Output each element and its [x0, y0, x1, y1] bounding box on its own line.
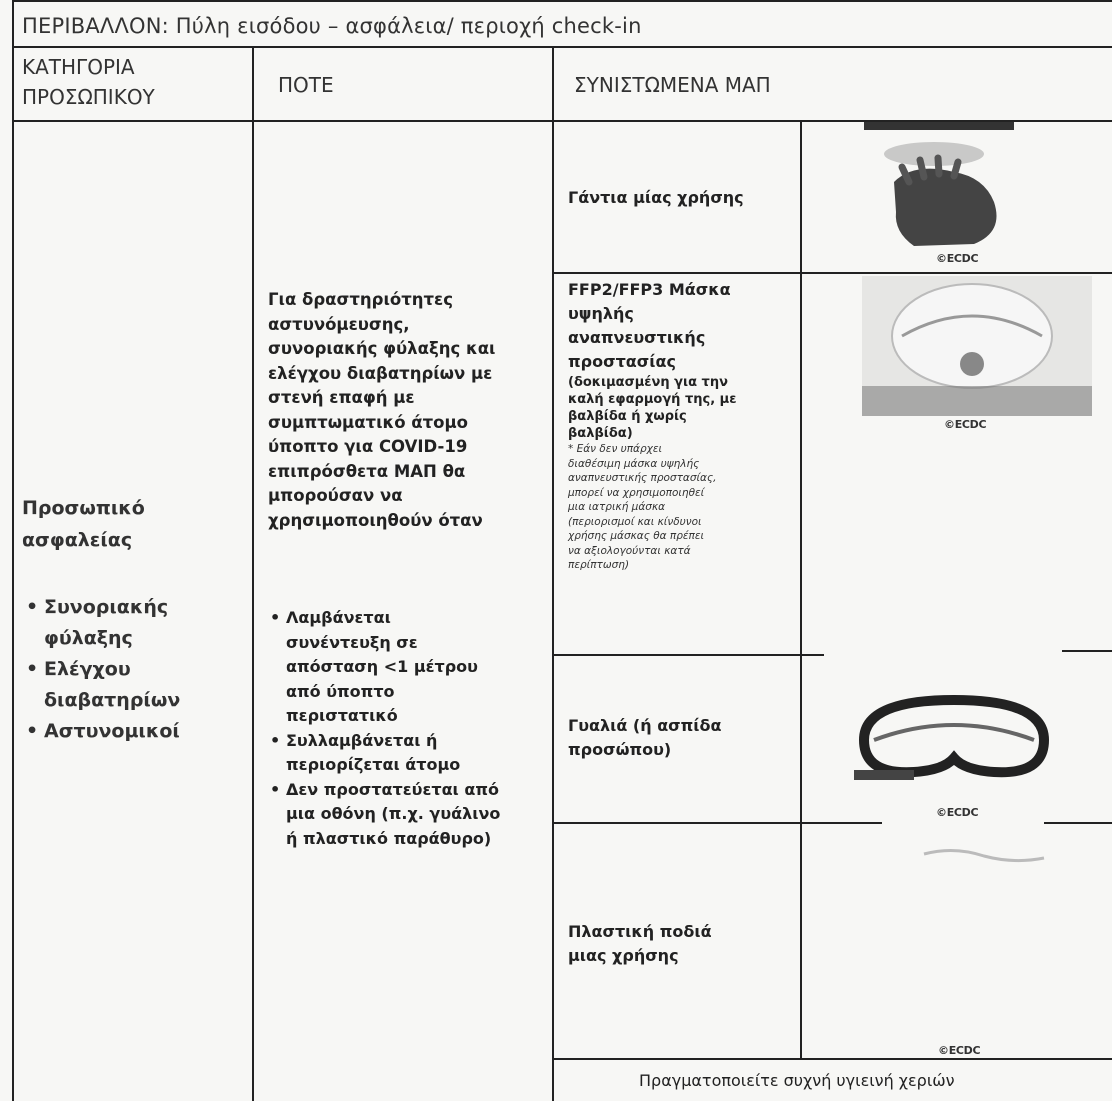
personnel-item-border — [22, 592, 180, 654]
ppe-mask-footnote-line: (περιορισμοί και κίνδυνοι — [568, 515, 702, 528]
goggles-image — [844, 680, 1074, 800]
ppe-mask — [568, 278, 798, 573]
ppe-mask-footnote-line: να αξιολογούνται κατά — [568, 544, 691, 557]
condition-interview — [268, 606, 558, 729]
mask-copyright: ©ECDC — [944, 418, 987, 431]
ppe-mask-footnote-line: περίπτωση) — [568, 559, 630, 571]
ppe-goggles — [568, 714, 722, 762]
mask-image-valve — [960, 352, 984, 376]
personnel-item-passport-line2: διαβατηρίων — [44, 689, 181, 711]
personnel-category — [22, 492, 145, 556]
gloves-image-shadow — [884, 142, 984, 166]
column-divider-3 — [800, 120, 802, 1060]
when-intro-line: μπορούσαν να — [268, 486, 403, 505]
column-divider-1 — [252, 46, 254, 1101]
personnel-category-line1: Προσωπικό — [22, 497, 145, 519]
gloves-image — [834, 122, 1094, 270]
ppe-row-divider-3 — [552, 822, 882, 824]
apron-copyright: ©ECDC — [938, 1044, 981, 1057]
condition-line: • Δεν προστατεύεται από — [286, 779, 499, 799]
title-row-divider — [14, 46, 1112, 48]
ppe-mask-footnote-line: * Εάν δεν υπάρχει — [568, 443, 663, 455]
ppe-mask-footnote-line: χρήσης μάσκας θα πρέπει — [568, 530, 705, 542]
ppe-mask-note-line: (δοκιμασμένη για την — [568, 375, 728, 390]
condition-line: • Συλλαμβάνεται ή — [286, 730, 438, 750]
when-intro-line: συνοριακής φύλαξης και — [268, 339, 496, 358]
personnel-item-passport — [22, 654, 180, 716]
condition-line: περιορίζεται άτομο — [286, 755, 461, 774]
condition-line: μια οθόνη (π.χ. γυάλινο — [286, 804, 501, 823]
personnel-item-border-line1: • Συνοριακής — [44, 596, 169, 618]
when-conditions — [268, 606, 558, 851]
when-intro-line: στενή επαφή με — [268, 388, 415, 407]
apron-image-mark — [924, 850, 1044, 860]
ppe-mask-footnote-line: μια ιατρική μάσκα — [568, 501, 666, 513]
gloves-image-bar — [864, 122, 1014, 130]
ppe-mask-footnote-line: μπορεί να χρησιμοποιηθεί — [568, 486, 705, 499]
when-intro — [268, 288, 558, 533]
ppe-row-divider-1 — [552, 272, 1112, 274]
condition-line: • Λαμβάνεται — [286, 608, 391, 627]
condition-line: απόσταση <1 μέτρου — [286, 657, 478, 676]
ppe-mask-line: αναπνευστικής — [568, 328, 706, 347]
header-ppe: ΣΥΝΙΣΤΩΜΕΝΑ ΜΑΠ — [574, 73, 771, 97]
when-intro-line: Για δραστηριότητες — [268, 290, 453, 309]
personnel-item-police — [22, 716, 180, 747]
ppe-mask-line: FFP2/FFP3 Μάσκα — [568, 280, 731, 299]
when-intro-line: ύποπτο για COVID-19 — [268, 437, 468, 456]
hand-hygiene-note: Πραγματοποιείτε συχνή υγιεινή χεριών — [639, 1071, 955, 1090]
ppe-table — [12, 0, 1112, 1101]
when-intro-line: συμπτωματικό άτομο — [268, 412, 468, 432]
mask-image-base — [862, 386, 1092, 416]
condition-line: ή πλαστικό παράθυρο) — [286, 828, 492, 848]
goggles-image-strap — [854, 770, 914, 780]
condition-no-screen — [268, 778, 558, 852]
personnel-category-line2: ασφαλείας — [22, 529, 133, 551]
ppe-gloves: Γάντια μίας χρήσης — [568, 188, 744, 207]
ppe-row-divider-2 — [552, 654, 824, 656]
condition-line: από ύποπτο — [286, 681, 395, 701]
personnel-item-border-line2: φύλαξης — [44, 627, 133, 649]
when-intro-line: χρησιμοποιηθούν όταν — [268, 510, 483, 530]
apron-image — [914, 836, 1054, 876]
ppe-goggles-line2: προσώπου) — [568, 740, 672, 759]
ppe-mask-note-line: βαλβίδα) — [568, 426, 633, 441]
ppe-mask-note-line: βαλβίδα ή χωρίς — [568, 409, 687, 424]
ppe-apron-line1: Πλαστική ποδιά — [568, 922, 712, 941]
ppe-goggles-line1: Γυαλιά (ή ασπίδα — [568, 716, 722, 735]
header-when: ΠΟΤΕ — [278, 73, 334, 97]
header-category-line1: ΚΑΤΗΓΟΡΙΑ — [22, 55, 135, 79]
condition-line: συνέντευξη σε — [286, 632, 418, 652]
ppe-row-divider-4 — [552, 1058, 1112, 1060]
document-title: ΠΕΡΙΒΑΛΛΟΝ: Πύλη εισόδου – ασφάλεια/ περιοχή check-in — [22, 14, 642, 38]
ppe-mask-line: υψηλής — [568, 304, 634, 323]
condition-arrest — [268, 729, 558, 778]
condition-line: περιστατικό — [286, 706, 398, 725]
ppe-mask-line: προστασίας — [568, 352, 676, 371]
gloves-copyright: ©ECDC — [936, 252, 979, 265]
goggles-copyright: ©ECDC — [936, 806, 979, 819]
when-intro-line: επιπρόσθετα ΜΑΠ θα — [268, 461, 466, 481]
personnel-item-police-line1: • Αστυνομικοί — [44, 720, 180, 742]
ppe-apron-line2: μιας χρήσης — [568, 946, 679, 965]
ppe-mask-footnote-line: διαθέσιμη μάσκα υψηλής — [568, 457, 700, 470]
goggles-image-lens — [874, 725, 1034, 740]
ppe-mask-note-line: καλή εφαρμογή της, με — [568, 392, 737, 407]
when-intro-line: ελέγχου διαβατηρίων με — [268, 363, 493, 383]
ppe-row-divider-3b — [1044, 822, 1112, 824]
ppe-mask-footnote-line: αναπνευστικής προστασίας, — [568, 472, 717, 484]
table-border-top — [14, 0, 1112, 2]
header-category-line2: ΠΡΟΣΩΠΙΚΟΥ — [22, 85, 155, 109]
ppe-apron — [568, 920, 712, 968]
personnel-list — [22, 592, 180, 747]
mask-image — [862, 276, 1092, 416]
header-category — [22, 52, 155, 112]
ppe-row-divider-2b — [1062, 650, 1112, 652]
when-intro-line: αστυνόμευσης, — [268, 314, 410, 334]
column-divider-2 — [552, 46, 554, 1101]
personnel-item-passport-line1: • Ελέγχου — [44, 658, 131, 680]
